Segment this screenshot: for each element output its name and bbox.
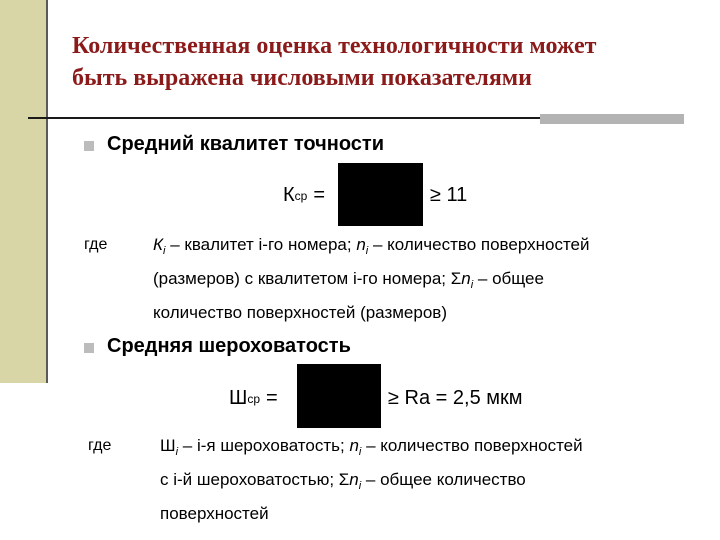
formula-roughness-lhs bbox=[229, 387, 278, 410]
formula-equals: = bbox=[266, 387, 278, 409]
formula-equals: = bbox=[313, 184, 326, 206]
where-label: где bbox=[88, 437, 112, 454]
section-heading-accuracy: Средний квалитет точности bbox=[107, 133, 384, 155]
formula-symbol: Ш bbox=[229, 387, 248, 409]
explanation-line: поверхностей bbox=[160, 504, 269, 523]
explanation-line: количество поверхностей (размеров) bbox=[153, 303, 447, 322]
explanation-line: с i-й шероховатостью; $\Sigma n_i$ – общее количество bbox=[160, 470, 526, 492]
explanation-roughness bbox=[160, 432, 583, 527]
formula-subscript: ср bbox=[294, 188, 308, 203]
title-divider-accent bbox=[540, 114, 684, 124]
formula-accuracy-redacted-fraction bbox=[338, 163, 423, 226]
title-line-2: быть выражена числовыми показателями bbox=[72, 65, 532, 91]
section-heading-roughness: Средняя шероховатость bbox=[107, 335, 351, 357]
explanation-line: (размеров) с квалитетом i-го номера; $\Sigma n_i$ – общее bbox=[153, 269, 544, 291]
bullet-square-icon bbox=[84, 141, 94, 151]
slide-title bbox=[72, 30, 702, 94]
explanation-accuracy bbox=[153, 231, 589, 326]
bullet-square-icon bbox=[84, 343, 94, 353]
formula-symbol: К bbox=[283, 184, 295, 206]
side-decor-bar bbox=[0, 0, 48, 383]
formula-roughness-condition: ≥ Ra = 2,5 мкм bbox=[388, 387, 523, 409]
explanation-line: $Ш_i - i-я$ шероховатость; $n_i$ – количество поверхностей bbox=[160, 436, 583, 458]
formula-subscript: ср bbox=[247, 391, 261, 406]
title-line-1: Количественная оценка технологичности может bbox=[72, 33, 597, 59]
where-label: где bbox=[84, 236, 108, 253]
title-divider bbox=[28, 117, 540, 119]
formula-accuracy-lhs bbox=[283, 184, 325, 207]
explanation-line: $К_i$ – квалитет i-го номера; $n_i$ – количество поверхностей bbox=[153, 235, 590, 257]
formula-accuracy-condition: ≥ 11 bbox=[430, 184, 468, 206]
formula-roughness-redacted-fraction bbox=[297, 364, 381, 428]
